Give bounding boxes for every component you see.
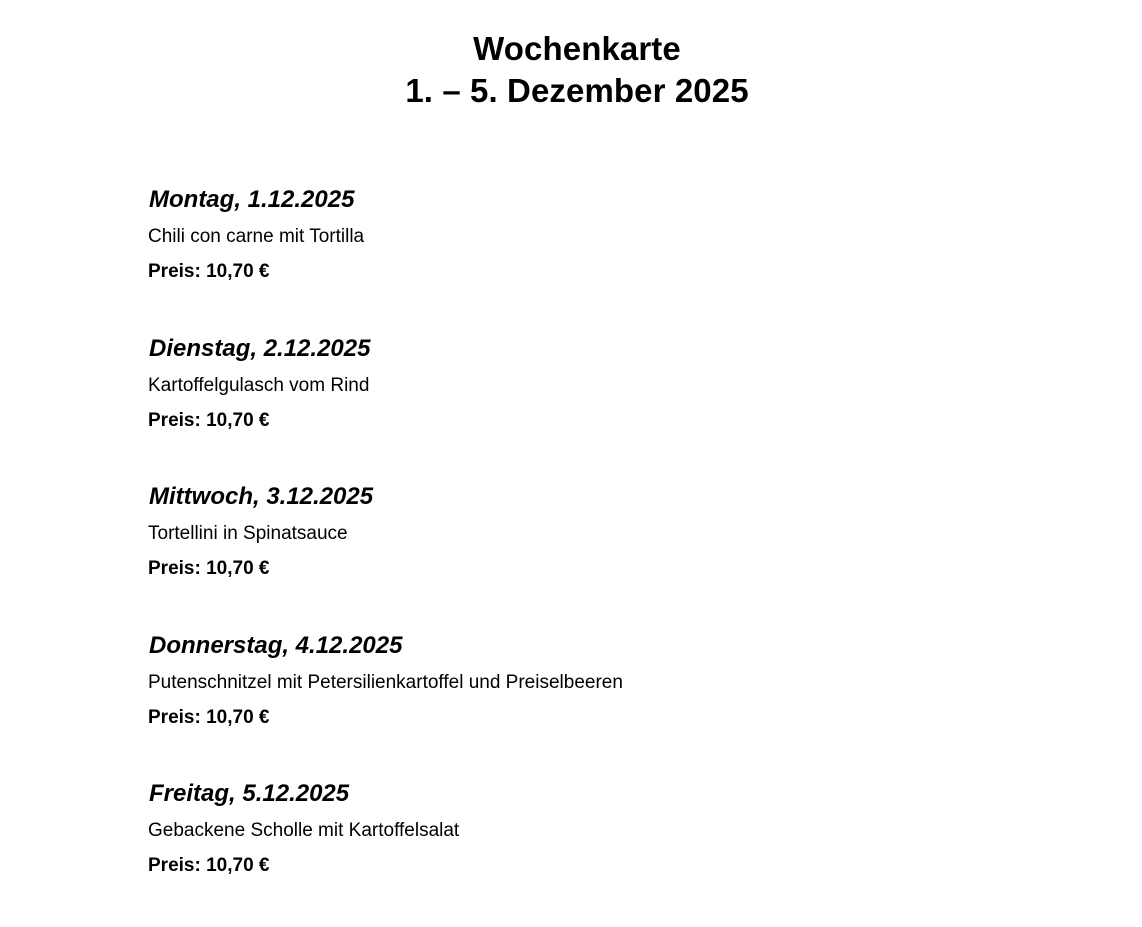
menu-day-thursday: [148, 630, 1048, 779]
dish-description: Chili con carne mit Tortilla: [148, 226, 365, 247]
day-heading: Mittwoch, 3.12.2025: [149, 483, 374, 510]
dish-price: Preis: 10,70 €: [148, 558, 270, 579]
menu-day-tuesday: [148, 333, 1048, 482]
dish-description: Putenschnitzel mit Petersilienkartoffel und Preiselbeeren: [148, 671, 623, 693]
dish-price: Preis: 10,70 €: [148, 706, 270, 728]
document-header: [0, 28, 1142, 112]
dish-price: Preis: 10,70 €: [148, 855, 270, 876]
menu-day-friday: [148, 778, 1048, 927]
menu-day-monday: [148, 184, 1048, 333]
weekly-menu: [148, 184, 1048, 927]
day-heading: Freitag, 5.12.2025: [149, 780, 350, 807]
day-heading: Montag, 1.12.2025: [149, 186, 355, 213]
dish-price: Preis: 10,70 €: [148, 261, 270, 282]
page-subtitle: 1. – 5. Dezember 2025: [405, 72, 749, 109]
dish-description: Kartoffelgulasch vom Rind: [148, 374, 370, 396]
menu-day-wednesday: [148, 481, 1048, 630]
dish-description: Tortellini in Spinatsauce: [148, 523, 348, 544]
day-heading: Dienstag, 2.12.2025: [149, 334, 371, 362]
day-heading: Donnerstag, 4.12.2025: [149, 631, 403, 659]
page-title: Wochenkarte: [473, 30, 681, 67]
dish-description: Gebackene Scholle mit Kartoffelsalat: [148, 820, 460, 841]
dish-price: Preis: 10,70 €: [148, 409, 270, 431]
